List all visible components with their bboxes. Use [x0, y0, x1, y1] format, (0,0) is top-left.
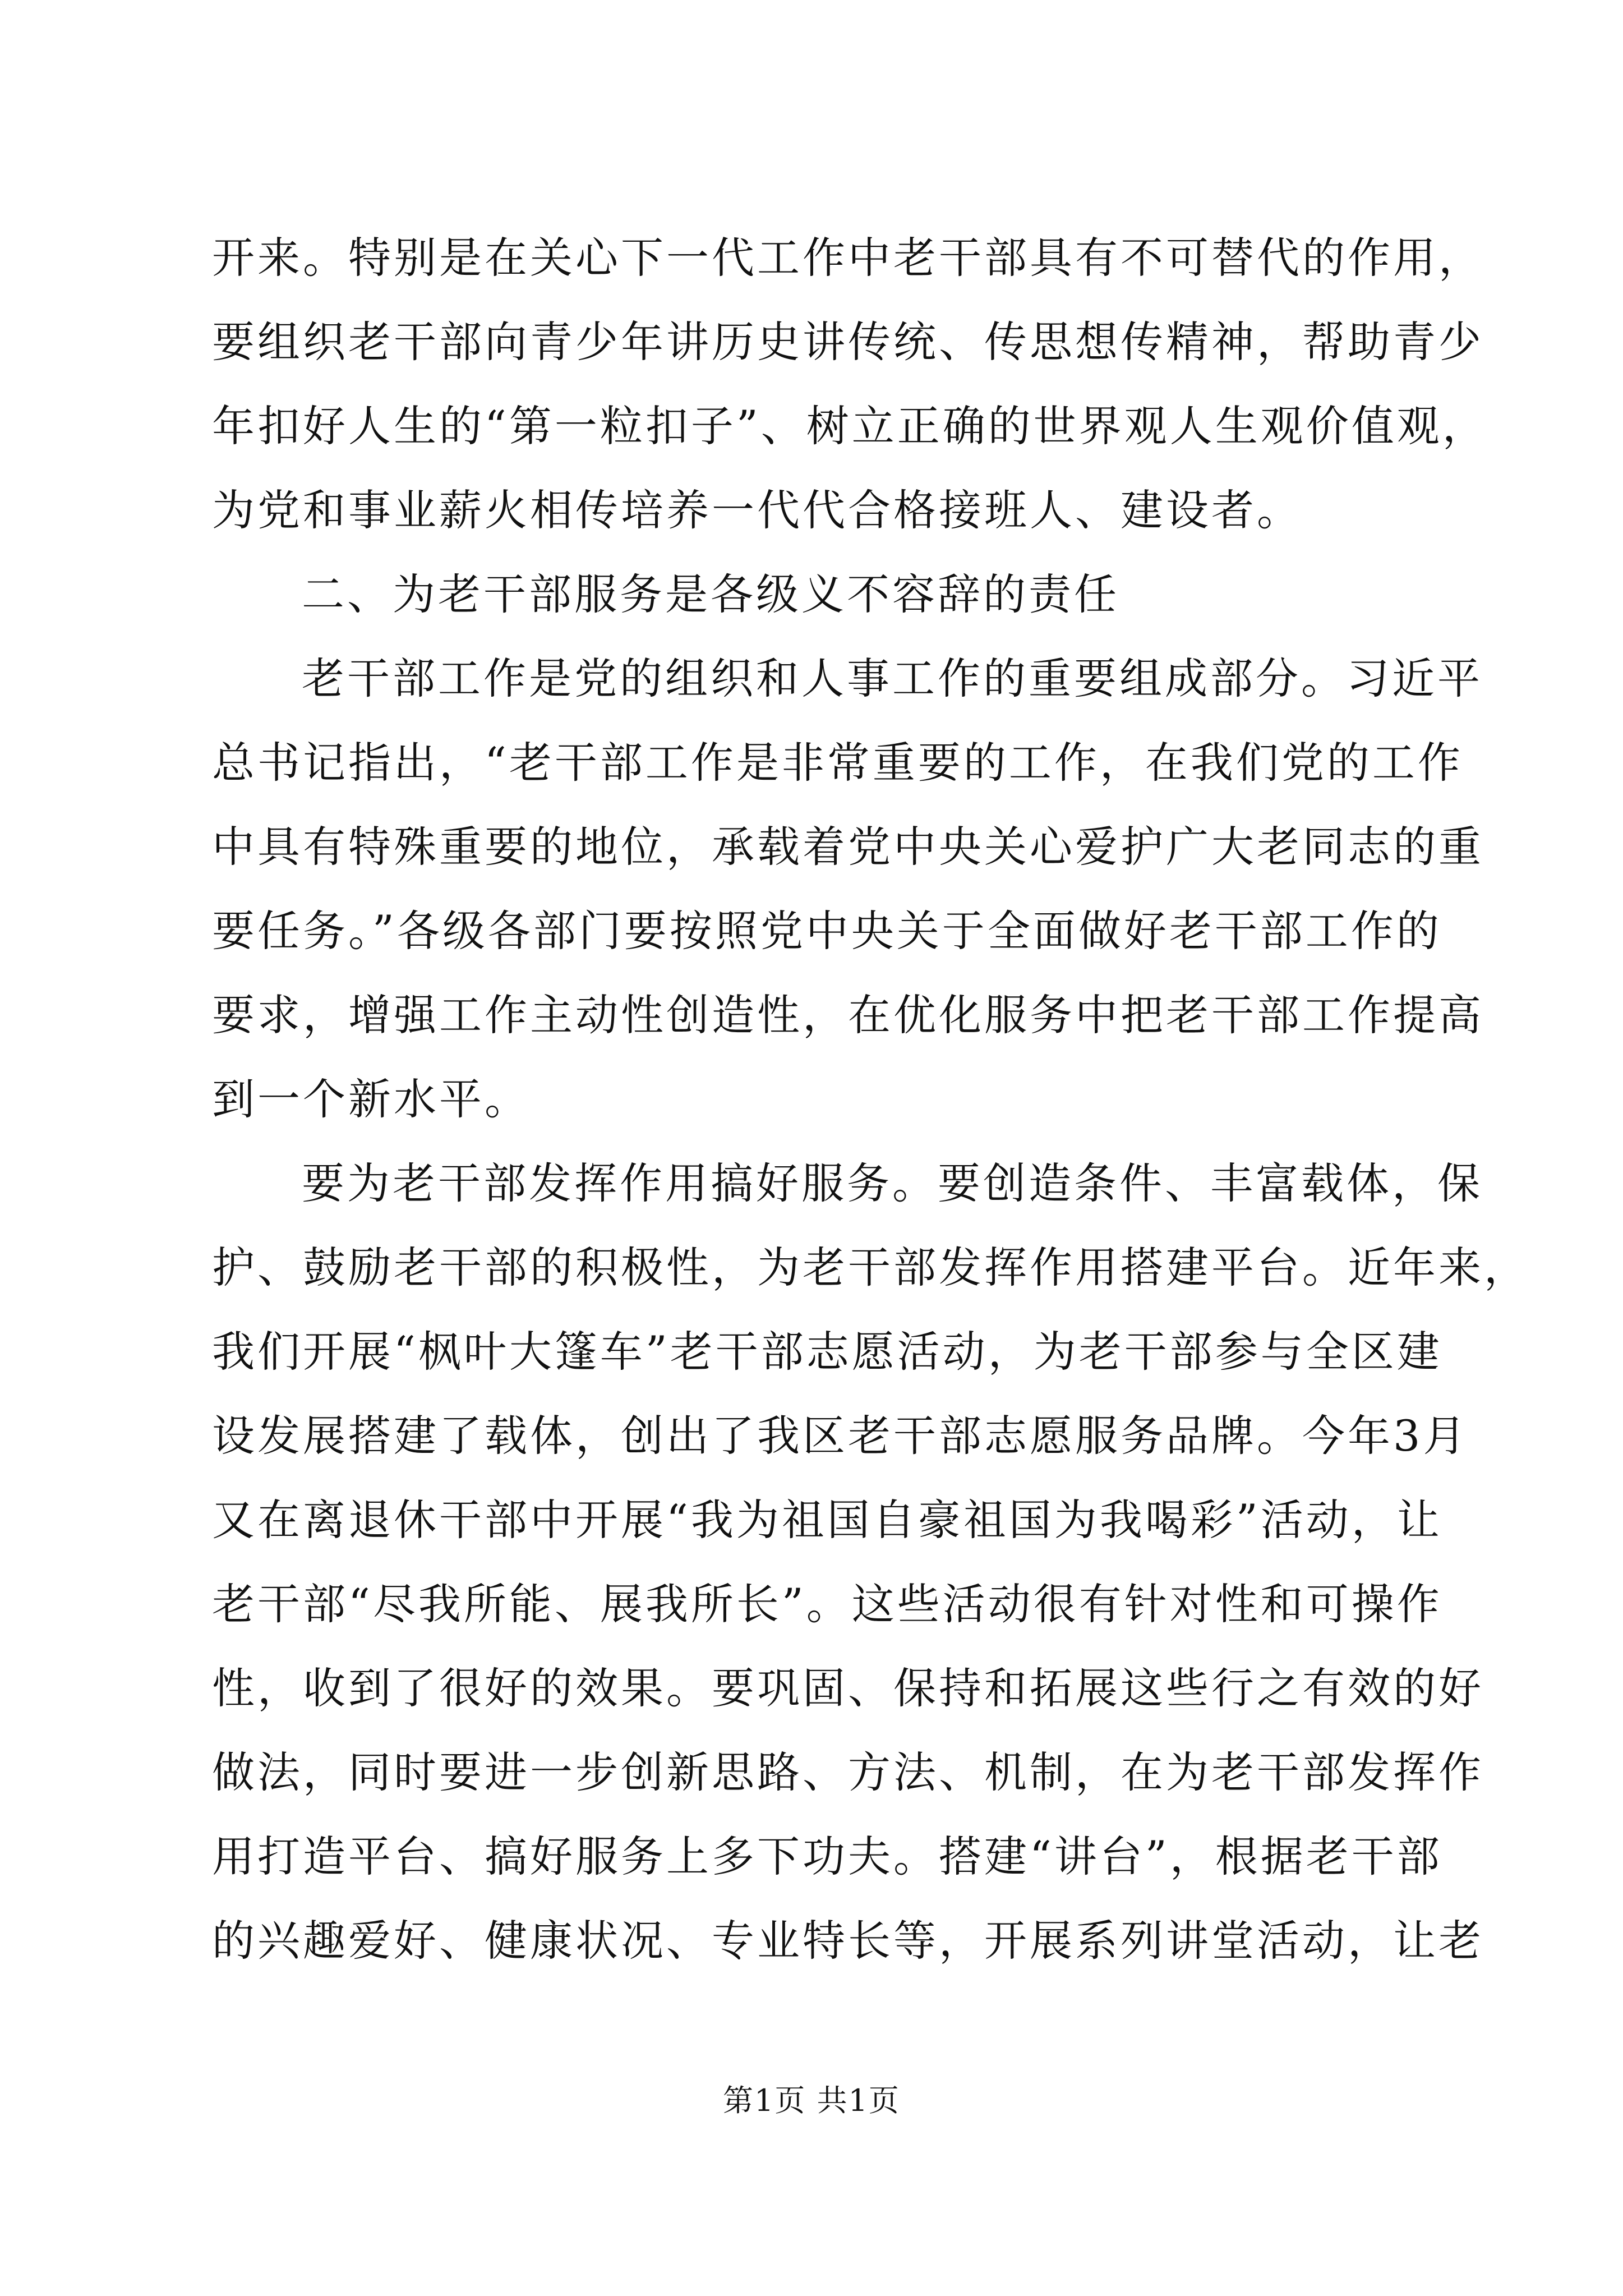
text-line: 性，收到了很好的效果。要巩固、保持和拓展这些行之有效的好 — [212, 1663, 1484, 1713]
text-line: 做法，同时要进一步创新思路、方法、机制，在为老干部发挥作 — [212, 1747, 1484, 1797]
text-line: 到一个新水平。 — [212, 1074, 530, 1124]
text-line: 护、鼓励老干部的积极性，为老干部发挥作用搭建平台。近年来， — [212, 1243, 1529, 1292]
text-line: 老干部“尽我所能、展我所长”。这些活动很有针对性和可操作 — [212, 1579, 1442, 1629]
text-line: 开来。特别是在关心下一代工作中老干部具有不可替代的作用， — [212, 233, 1484, 283]
body-text — [212, 216, 1529, 1983]
text-line: 年扣好人生的“第一粒扣子”、树立正确的世界观人生观价值观， — [212, 401, 1488, 451]
text-line: 要任务。”各级各部门要按照党中央关于全面做好老干部工作的 — [212, 906, 1442, 956]
page-footer: 第1页 共1页 — [723, 2083, 900, 2118]
text-line: 为党和事业薪火相传培养一代代合格接班人、建设者。 — [212, 485, 1302, 535]
text-line: 又在离退休干部中开展“我为祖国自豪祖国为我喝彩”活动，让 — [212, 1495, 1442, 1545]
text-line: 要求，增强工作主动性创造性，在优化服务中把老干部工作提高 — [212, 990, 1484, 1040]
text-line: 用打造平台、搞好服务上多下功夫。搭建“讲台”，根据老干部 — [212, 1832, 1442, 1881]
text-line: 中具有特殊重要的地位，承载着党中央关心爱护广大老同志的重 — [212, 822, 1484, 872]
text-line: 设发展搭建了载体，创出了我区老干部志愿服务品牌。今年3月 — [212, 1411, 1469, 1461]
text-line: 老干部工作是党的组织和人事工作的重要组成部分。习近平 — [302, 654, 1483, 703]
text-line: 的兴趣爱好、健康状况、专业特长等，开展系列讲堂活动，让老 — [212, 1916, 1484, 1966]
text-line: 要为老干部发挥作用搞好服务。要创造条件、丰富载体，保 — [302, 1158, 1483, 1208]
text-line: 要组织老干部向青少年讲历史讲传统、传思想传精神，帮助青少 — [212, 317, 1484, 367]
text-line: 总书记指出，“老干部工作是非常重要的工作，在我们党的工作 — [212, 738, 1463, 788]
text-line: 我们开展“枫叶大篷车”老干部志愿活动，为老干部参与全区建 — [212, 1327, 1442, 1377]
text-line: 二、为老干部服务是各级义不容辞的责任 — [302, 569, 1119, 619]
